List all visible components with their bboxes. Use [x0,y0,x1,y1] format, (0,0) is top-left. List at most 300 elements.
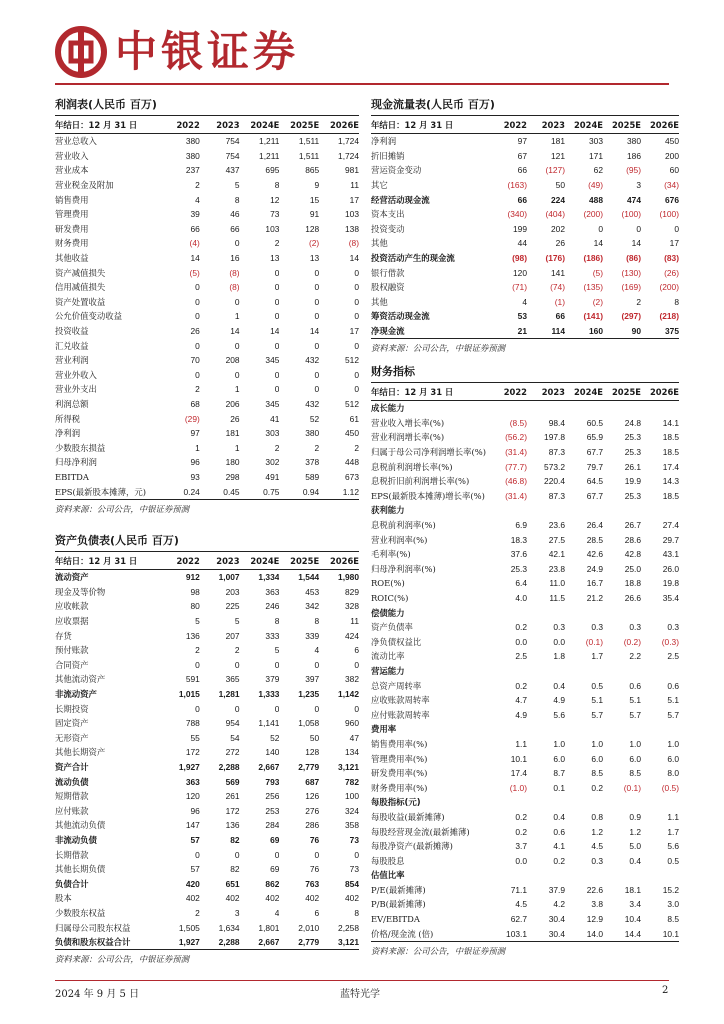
row-value: 18.3 [510,534,527,545]
row-value: 2,010 [298,922,320,933]
row-value: 256 [265,791,280,802]
row-value: 0 [234,369,240,380]
row-value: (100) [621,209,641,220]
row-label: 销售费用率(%) [371,738,428,749]
row-value: (8.5) [509,417,527,428]
row-value: (95) [626,165,641,176]
row-value: 46 [230,209,240,220]
row-value: 754 [225,150,240,161]
row-value: 0 [274,384,280,395]
row-value: 5.1 [591,695,603,706]
row-value: 284 [265,820,280,831]
row-value: 865 [305,165,320,176]
row-label: 息税前利润率(%) [371,520,436,531]
column-header-year: 2025E [279,116,319,134]
row-value: 793 [265,776,280,787]
row-value: 18.5 [662,432,679,443]
row-label: 股本 [55,893,72,904]
row-value: 1.7 [591,651,603,662]
row-value: 0.8 [591,811,603,822]
row-value: 15.2 [662,884,679,895]
row-value: (135) [583,282,603,293]
row-value: 302 [265,457,280,468]
row-value: 788 [185,718,200,729]
row-value: 11.0 [549,578,565,589]
ratios-table [371,383,679,941]
row-value: 378 [305,457,320,468]
row-value: 2 [195,645,200,656]
row-value: 4 [522,296,527,307]
row-value: 573.2 [544,461,565,472]
row-value: 0 [195,369,200,380]
row-value: 14 [309,326,320,337]
row-value: 0.4 [553,680,565,691]
row-value: 328 [345,601,359,612]
row-value [565,664,603,679]
row-value: 8.5 [591,768,603,779]
row-value: 0 [354,296,359,307]
row-value: (297) [621,311,641,322]
row-value [489,868,527,883]
column-header-year: 2023 [527,116,565,134]
row-value: 0 [314,369,320,380]
row-value: 98.4 [548,417,565,428]
table-row [371,766,679,781]
row-value: 0 [314,849,320,860]
row-value: 4.5 [591,841,603,852]
row-value: 303 [589,136,603,147]
table-row [55,338,359,353]
row-label: ROIC(%) [371,593,409,604]
row-value [565,868,603,883]
row-label: 筹资活动现金流 [371,311,430,322]
row-label: 应付账款周转率 [371,709,430,720]
table-row [371,562,679,577]
row-value: 424 [345,630,359,641]
column-header-year: 2026E [319,116,359,134]
row-value: 1.7 [667,826,679,837]
row-label: 汇兑收益 [55,340,89,351]
row-value: 160 [589,326,603,337]
row-label: 资产负债率 [371,622,413,633]
row-value: 450 [345,428,359,439]
table-row [371,445,679,460]
column-header-label: 年结日：12 月 31 日 [371,116,489,134]
row-value: 1,141 [258,718,280,729]
ratios-title: 财务指标 [371,363,679,383]
row-value: 437 [225,165,240,176]
row-value: 2.5 [515,651,527,662]
row-value: 2 [314,442,320,453]
row-value: (2) [308,238,320,249]
row-value: (83) [664,253,679,264]
table-row [371,134,679,149]
row-value: 2 [636,296,641,307]
row-value: 333 [265,630,280,641]
row-value: 0 [274,296,280,307]
row-value: 98 [190,586,200,597]
row-value: 10.1 [510,753,527,764]
row-value: 397 [305,674,320,685]
row-value: (404) [545,209,565,220]
table-row [371,207,679,222]
row-value: 96 [190,805,200,816]
row-value: (0.1) [623,782,641,793]
row-label: 成长能力 [371,403,405,414]
table-row [371,897,679,912]
row-value [527,503,565,518]
column-header-year: 2023 [200,552,240,570]
row-value: 402 [305,893,320,904]
row-value: 1,235 [298,689,320,700]
row-value: 0.1 [553,782,565,793]
row-label: 其他收益 [55,253,89,264]
row-value: 0 [195,282,200,293]
row-value: 87.3 [548,447,565,458]
table-row [55,760,359,775]
row-value: 42.6 [586,549,603,560]
row-value: 14 [270,326,280,337]
row-value [565,722,603,737]
row-value: (340) [507,209,527,220]
row-value: 14.4 [624,928,641,939]
row-value: 197.8 [544,432,565,443]
table-row [371,309,679,324]
row-value: 225 [225,601,240,612]
row-label: 每股股息 [371,855,405,866]
row-value: 1.0 [591,738,603,749]
table-row [371,926,679,941]
row-value: 298 [225,471,240,482]
row-label: 营业利润 [55,355,89,366]
row-label: 信用减值损失 [55,282,106,293]
row-label: 总资产周转率 [371,680,422,691]
row-value: 4 [195,194,200,205]
table-row [55,382,359,397]
row-value: 1,634 [218,922,240,933]
row-value: 22.6 [586,884,603,895]
row-value: 73 [349,834,359,845]
row-value: 97 [517,136,527,147]
table-row [371,474,679,489]
row-value: 207 [225,630,240,641]
row-value: 26.1 [624,461,641,472]
table-row [55,906,359,921]
row-value: 0.2 [515,680,527,691]
row-label: 归属于母公司净利润增长率(%) [371,447,486,458]
row-value: 0.24 [183,486,200,497]
row-value: 954 [225,718,240,729]
row-value: 0.6 [553,826,565,837]
row-value: 5 [195,616,200,627]
row-value [527,868,565,883]
table-row [55,484,359,499]
row-value: (46.8) [505,476,527,487]
table-row [371,839,679,854]
row-value: (8) [348,238,359,249]
row-value: 30.4 [548,928,565,939]
row-value: 43.1 [662,549,679,560]
row-value: 339 [305,630,320,641]
row-value: 220.4 [544,476,565,487]
row-value: 512 [345,398,359,409]
column-header-year: 2022 [160,552,200,570]
row-value: 14.3 [662,476,679,487]
row-value: 432 [305,398,320,409]
row-value: (77.7) [505,461,527,472]
row-value: 11 [350,616,359,627]
row-value: 70 [190,355,200,366]
row-value: 17.4 [662,461,679,472]
row-value: 3.8 [591,899,603,910]
row-value: 136 [185,630,200,641]
row-value: 60 [669,165,679,176]
row-value [527,722,565,737]
table-row [55,178,359,193]
row-value: 66 [517,194,527,205]
table-row [55,368,359,383]
table-row [55,920,359,935]
row-value: 569 [225,776,240,787]
row-value: 26.4 [586,520,603,531]
row-value: (34) [664,180,679,191]
row-value: 67 [517,150,527,161]
row-value: 0 [674,223,679,234]
column-header-year: 2025E [603,383,641,401]
table-row [371,591,679,606]
row-label: 投资变动 [371,223,405,234]
row-value: 2 [195,180,200,191]
column-header-label: 年结日：12 月 31 日 [55,552,160,570]
row-label: 归母净利润 [55,457,97,468]
table-row [55,324,359,339]
row-value: 358 [345,820,359,831]
row-value: 8 [674,296,679,307]
row-value: 0 [354,849,359,860]
cashflow-title: 现金流量表(人民币 百万) [371,96,679,116]
column-header-year: 2025E [603,116,641,134]
row-label: 获利能力 [371,505,405,516]
row-value: 73 [349,864,359,875]
row-value: 52 [270,732,280,743]
row-value: 363 [265,586,280,597]
table-row [55,833,359,848]
row-value: 0.3 [667,622,679,633]
row-value: 103.1 [506,928,527,939]
row-value: 103 [345,209,359,220]
footer-page-number: 2 [662,985,669,996]
table-row [371,853,679,868]
row-label: 净负债权益比 [371,636,422,647]
row-value: 60.5 [586,417,603,428]
row-value: 69 [270,864,280,875]
row-label: 流动资产 [55,572,89,583]
row-value: 0 [274,703,280,714]
row-value: 16.7 [586,578,603,589]
table-row [55,891,359,906]
table-row [55,309,359,324]
row-value: 1,281 [218,689,240,700]
row-value: 829 [345,586,359,597]
row-value: 91 [309,209,320,220]
row-value: (218) [659,311,679,322]
row-value: 2,288 [218,937,240,948]
row-label: 资产减值损失 [55,267,106,278]
table-row [55,935,359,950]
row-value: 29.7 [662,534,679,545]
row-value: 52 [309,413,320,424]
row-value: 1,511 [298,150,320,161]
row-value: (0.2) [623,636,641,647]
row-value: 114 [551,326,565,337]
row-value: 12.9 [586,914,603,925]
row-value [565,605,603,620]
row-value: 912 [185,572,200,583]
row-label: 非流动资产 [55,689,97,700]
row-label: 现金及等价物 [55,586,106,597]
row-label: 投资活动产生的现金流 [371,253,455,264]
row-value: 14 [230,326,240,337]
row-value: 67.7 [586,447,603,458]
row-value [489,795,527,810]
row-label: 少数股东损益 [55,442,106,453]
row-value: 4.2 [553,899,565,910]
row-value: 1,058 [298,718,320,729]
table-row [371,635,679,650]
row-value: 8.0 [667,768,679,779]
table-row [371,780,679,795]
row-value: 8.5 [667,914,679,925]
row-value: 61 [349,413,359,424]
row-value: 0 [195,659,200,670]
row-value: 3.4 [629,899,641,910]
row-value: (176) [545,253,565,264]
row-label: P/B(最新摊薄) [371,899,426,910]
table-row [55,658,359,673]
row-value: 200 [665,150,679,161]
row-value: 21.2 [586,593,603,604]
cashflow-source: 资料来源：公司公告，中银证券预测 [371,338,679,354]
row-value: 0 [354,659,359,670]
row-value: 14.1 [662,417,679,428]
row-value: 203 [225,586,240,597]
row-value: 68 [190,398,200,409]
row-value: 6.4 [515,578,527,589]
table-row [55,701,359,716]
row-value: (2) [592,296,603,307]
row-value: (163) [507,180,527,191]
row-value [527,605,565,620]
row-value: 589 [305,471,320,482]
table-row [55,687,359,702]
row-value: (1.0) [509,782,527,793]
row-value: 1.1 [667,811,679,822]
table-row [55,789,359,804]
table-row [55,397,359,412]
table-row [55,207,359,222]
row-label: 无形资产 [55,732,89,743]
row-value: 13 [270,253,280,264]
column-header-year: 2022 [160,116,200,134]
row-value [603,605,641,620]
row-value: 651 [225,878,240,889]
table-row [55,455,359,470]
row-value: 1,211 [259,136,280,147]
row-value: 1,544 [298,572,320,583]
row-value: (29) [184,413,200,424]
table-row [55,426,359,441]
row-value: 79.7 [586,461,603,472]
row-value: 2,779 [298,762,320,773]
row-value: 1,980 [338,572,359,583]
row-value: (4) [189,238,200,249]
row-value: 41 [270,413,280,424]
row-value: 76 [309,834,320,845]
row-value: 21 [517,326,527,337]
row-value: 66 [230,223,240,234]
row-value: 2.5 [667,651,679,662]
ratios-panel [371,363,679,957]
row-value: 2,667 [258,937,280,948]
row-value: 69 [270,834,280,845]
row-value: 0 [195,296,200,307]
row-value [641,401,679,416]
row-value: 90 [631,326,641,337]
row-value: (71) [512,282,527,293]
table-row [55,672,359,687]
balance-sheet-panel [55,532,359,965]
row-label: 固定资产 [55,718,89,729]
row-value: (0.3) [661,636,679,647]
table-row [55,149,359,164]
row-value: 420 [185,878,200,889]
row-value: 1.0 [667,738,679,749]
table-row [55,585,359,600]
row-value: 64.5 [586,476,603,487]
table-row [371,824,679,839]
table-row [371,149,679,164]
row-label: 价格/现金流 (倍) [371,928,434,939]
row-value: 126 [305,791,320,802]
table-row [371,265,679,280]
row-value [527,664,565,679]
row-value: 6.0 [667,753,679,764]
ratios-source: 资料来源：公司公告，中银证券预测 [371,941,679,957]
row-value: 324 [345,805,359,816]
row-value: 4.5 [515,899,527,910]
row-value: (86) [626,253,641,264]
row-value: 0 [234,238,240,249]
row-value: 5.7 [629,709,641,720]
table-header-row [371,116,679,134]
row-value: 16 [230,253,240,264]
row-value [641,503,679,518]
row-value: 0 [314,296,320,307]
row-value [489,401,527,416]
column-header-label: 年结日：12 月 31 日 [55,116,160,134]
row-value: 1 [234,384,240,395]
table-row [371,236,679,251]
row-value: 37.6 [510,549,527,560]
row-label: 应收账款周转率 [371,695,430,706]
row-value: (0.1) [585,636,603,647]
row-label: 所得税 [55,413,81,424]
row-value: 57 [190,834,200,845]
row-value: 87.3 [548,490,565,501]
row-label: 营业利润增长率(%) [371,432,445,443]
table-row [371,222,679,237]
row-value: 5.0 [629,841,641,852]
